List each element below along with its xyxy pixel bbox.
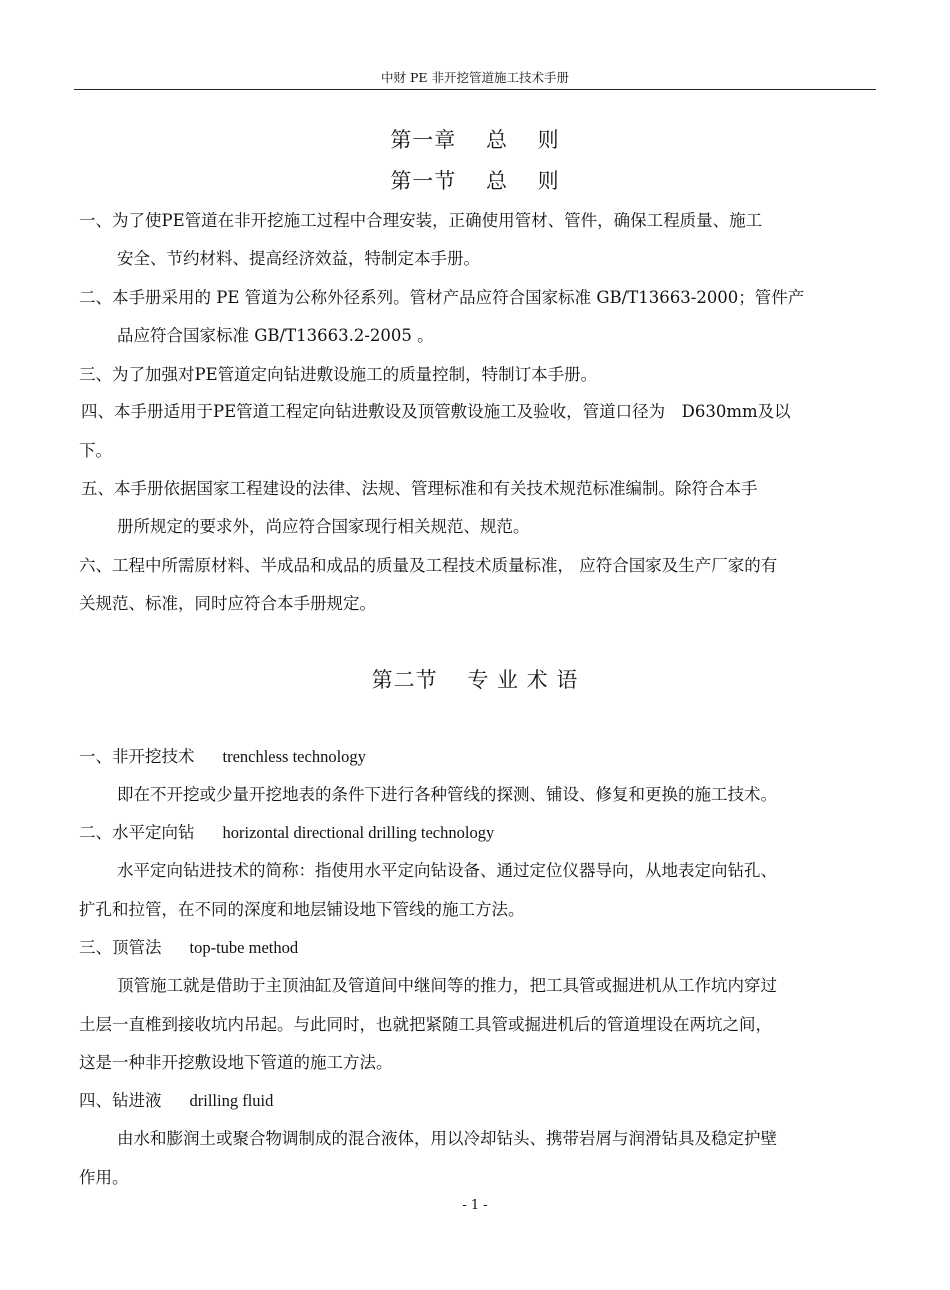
term-1-heading [79,746,879,768]
section1-item-4-line2: 下。 [79,441,112,460]
section1-item-5-line2: 册所规定的要求外，尚应符合国家现行相关规范、规范。 [117,517,530,536]
section1-item-2-line1: 二、本手册采用的 PE 管道为公称外径系列。管材产品应符合国家标准 GB/T13663-2000；管件产 [79,288,805,307]
term-3-en: top-tube method [189,938,299,957]
term-4-heading [79,1090,879,1112]
term-3-cn: 三、顶管法 [79,938,162,957]
term-4-def-line2: 作用。 [79,1168,129,1187]
term-3-def-line2: 土层一直椎到接收坑内吊起。与此同时，也就把紧随工具管或掘进机后的管道埋设在两坑之间， [79,1015,772,1034]
section2-title: 第二节 专 业 术 语 [371,668,579,692]
term-2-heading [79,822,879,844]
term-3-def-line3: 这是一种非开挖敷设地下管道的施工方法。 [79,1053,393,1072]
term-1-cn: 一、非开挖技术 [79,747,195,766]
section1-item-6-line1: 六、工程中所需原材料、半成品和成品的质量及工程技术质量标准， 应符合国家及生产厂家的有 [79,556,778,575]
section1-title: 第一节 总 则 [390,169,560,193]
section1-item-5-line1: 五、本手册依据国家工程建设的法律、法规、管理标准和有关技术规范标准编制。除符合本手 [81,479,758,498]
page-number: - 1 - [462,1198,488,1213]
header-rule [74,89,876,90]
term-2-def-line1: 水平定向钻进技术的简称：指使用水平定向钻设备、通过定位仪器导向，从地表定向钻孔、 [117,861,777,880]
chapter-title: 第一章 总 则 [390,128,560,152]
term-2-def-line2: 扩孔和拉管，在不同的深度和地层铺设地下管线的施工方法。 [79,900,525,919]
term-3-heading [79,937,879,959]
section1-item-1-line1: 一、为了使PE管道在非开挖施工过程中合理安装，正确使用管材、管件，确保工程质量、施工 [79,211,763,230]
term-4-def-line1: 由水和膨润土或聚合物调制成的混合液体，用以冷却钻头、携带岩屑与润滑钻具及稳定护壁 [117,1129,777,1148]
term-1-en: trenchless technology [222,747,366,766]
section1-item-4-line1: 四、本手册适用于PE管道工程定向钻进敷设及顶管敷设施工及验收，管道口径为 D630mm及以 [81,402,791,421]
section1-item-6-line2: 关规范、标准，同时应符合本手册规定。 [79,594,376,613]
section1-item-1-line2: 安全、节约材料、提高经济效益，特制定本手册。 [117,249,480,268]
term-1-def-line1: 即在不开挖或少量开挖地表的条件下进行各种管线的探测、铺设、修复和更换的施工技术。 [117,785,777,804]
running-header: 中财 PE 非开挖管道施工技术手册 [381,70,569,85]
term-2-cn: 二、水平定向钻 [79,823,195,842]
section1-item-2-line2: 品应符合国家标准 GB/T13663.2-2005 。 [117,326,434,345]
section1-item-3-line1: 三、为了加强对PE管道定向钻进敷设施工的质量控制，特制订本手册。 [79,365,598,384]
term-3-def-line1: 顶管施工就是借助于主顶油缸及管道间中继间等的推力，把工具管或掘进机从工作坑内穿过 [117,976,777,995]
term-4-cn: 四、钻进液 [79,1091,162,1110]
term-2-en: horizontal directional drilling technology [222,823,495,842]
term-4-en: drilling fluid [189,1091,274,1110]
